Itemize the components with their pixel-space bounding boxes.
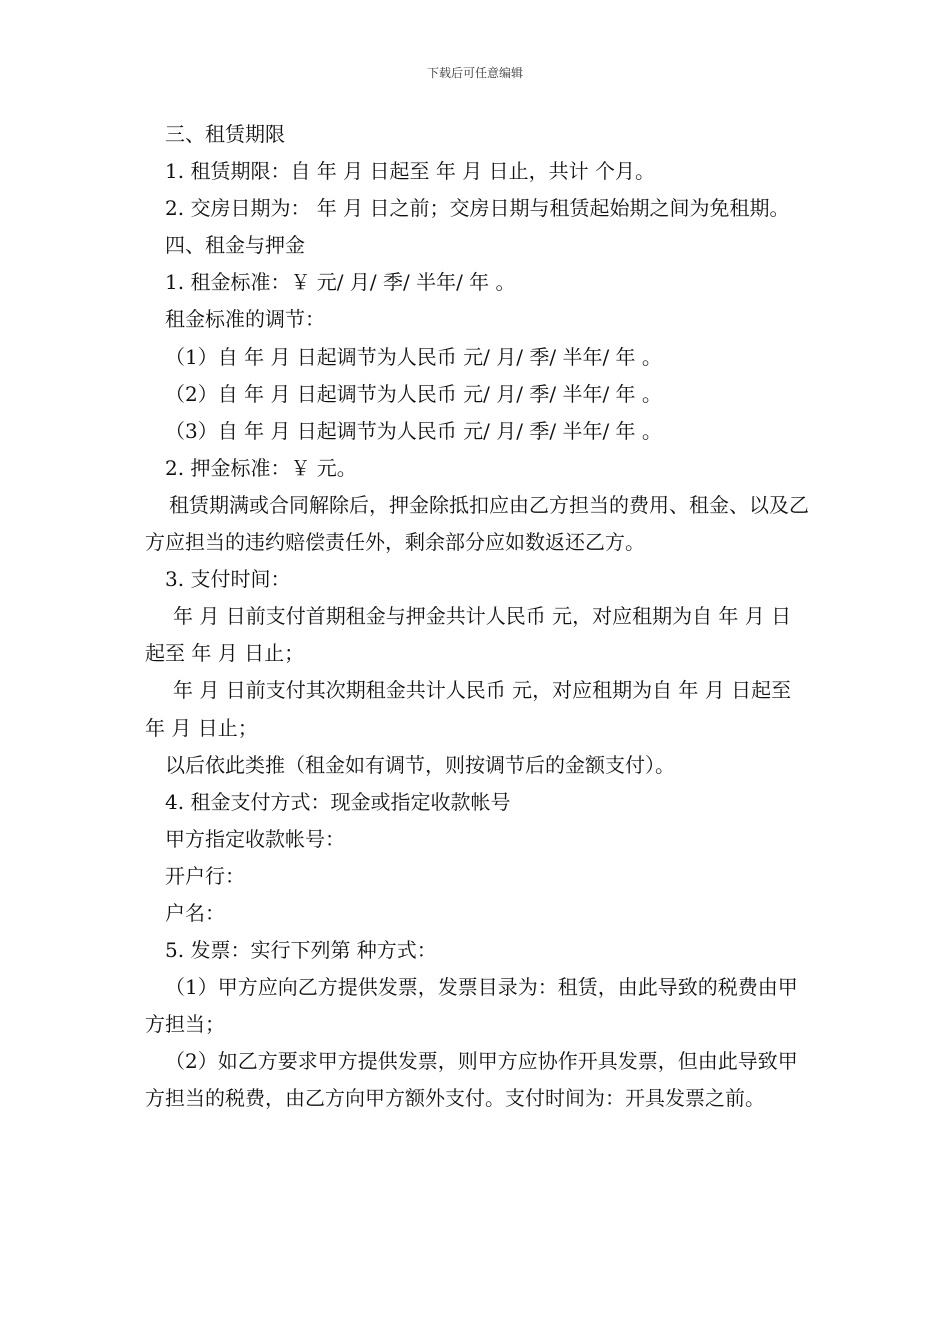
paragraph-invoice-title: 5. 发票：实行下列第 种方式： bbox=[165, 938, 437, 963]
paragraph-first-payment: 年 月 日前支付首期租金与押金共计人民币 元，对应租期为自 年 月 日起至 年 月 日止； bbox=[145, 604, 792, 666]
page-header-note: 下载后可任意编辑 bbox=[426, 66, 523, 80]
paragraph-rent-adjustment-3: （3）自 年 月 日起调节为人民币 元/ 月/ 季/ 半年/ 年 。 bbox=[165, 418, 662, 443]
paragraph-and-so-on: 以后依此类推（租金如有调节，则按调节后的金额支付）。 bbox=[165, 752, 675, 777]
paragraph-rent-adjustment-1: （1）自 年 月 日起调节为人民币 元/ 月/ 季/ 半年/ 年 。 bbox=[165, 344, 662, 369]
paragraph-rent-standard: 1. 租金标准：￥ 元/ 月/ 季/ 半年/ 年 。 bbox=[165, 270, 516, 295]
paragraph-bank: 开户行： bbox=[165, 863, 245, 888]
paragraph-payment-method: 4. 租金支付方式：现金或指定收款帐号 bbox=[165, 789, 511, 814]
section-heading-lease-term: 三、租赁期限 bbox=[165, 122, 285, 146]
paragraph-payment-time-title: 3. 支付时间： bbox=[165, 567, 291, 592]
paragraph-lease-period: 1. 租赁期限：自 年 月 日起至 年 月 日止，共计 个月。 bbox=[165, 159, 655, 184]
paragraph-deposit-standard: 2. 押金标准：￥ 元。 bbox=[165, 455, 357, 480]
paragraph-account-name: 户名： bbox=[165, 900, 225, 925]
paragraph-second-payment: 年 月 日前支付其次期租金共计人民币 元，对应租期为自 年 月 日起至 年 月 日止； bbox=[145, 678, 798, 740]
paragraph-rent-adjustment-2: （2）自 年 月 日起调节为人民币 元/ 月/ 季/ 半年/ 年 。 bbox=[165, 381, 662, 406]
paragraph-deposit-return: 租赁期满或合同解除后，押金除抵扣应由乙方担当的费用、租金、以及乙方应担当的违约赔偿责任外，剩余部分应如数返还乙方。 bbox=[145, 492, 809, 555]
document-body bbox=[145, 116, 810, 1118]
paragraph-account-number: 甲方指定收款帐号： bbox=[165, 826, 345, 851]
paragraph-invoice-option-1: （1）甲方应向乙方提供发票，发票目录为：租赁，由此导致的税费由甲方担当； bbox=[145, 975, 798, 1037]
section-heading-rent-deposit: 四、租金与押金 bbox=[165, 233, 305, 258]
paragraph-invoice-option-2: （2）如乙方要求甲方提供发票，则甲方应协作开具发票，但由此导致甲方担当的税费，由乙方向甲方额外支付。支付时间为：开具发票之前。 bbox=[145, 1049, 798, 1111]
paragraph-handover-date: 2. 交房日期为： 年 月 日之前；交房日期与租赁起始期之间为免租期。 bbox=[165, 196, 790, 221]
paragraph-rent-adjustment-title: 租金标准的调节： bbox=[165, 307, 325, 332]
